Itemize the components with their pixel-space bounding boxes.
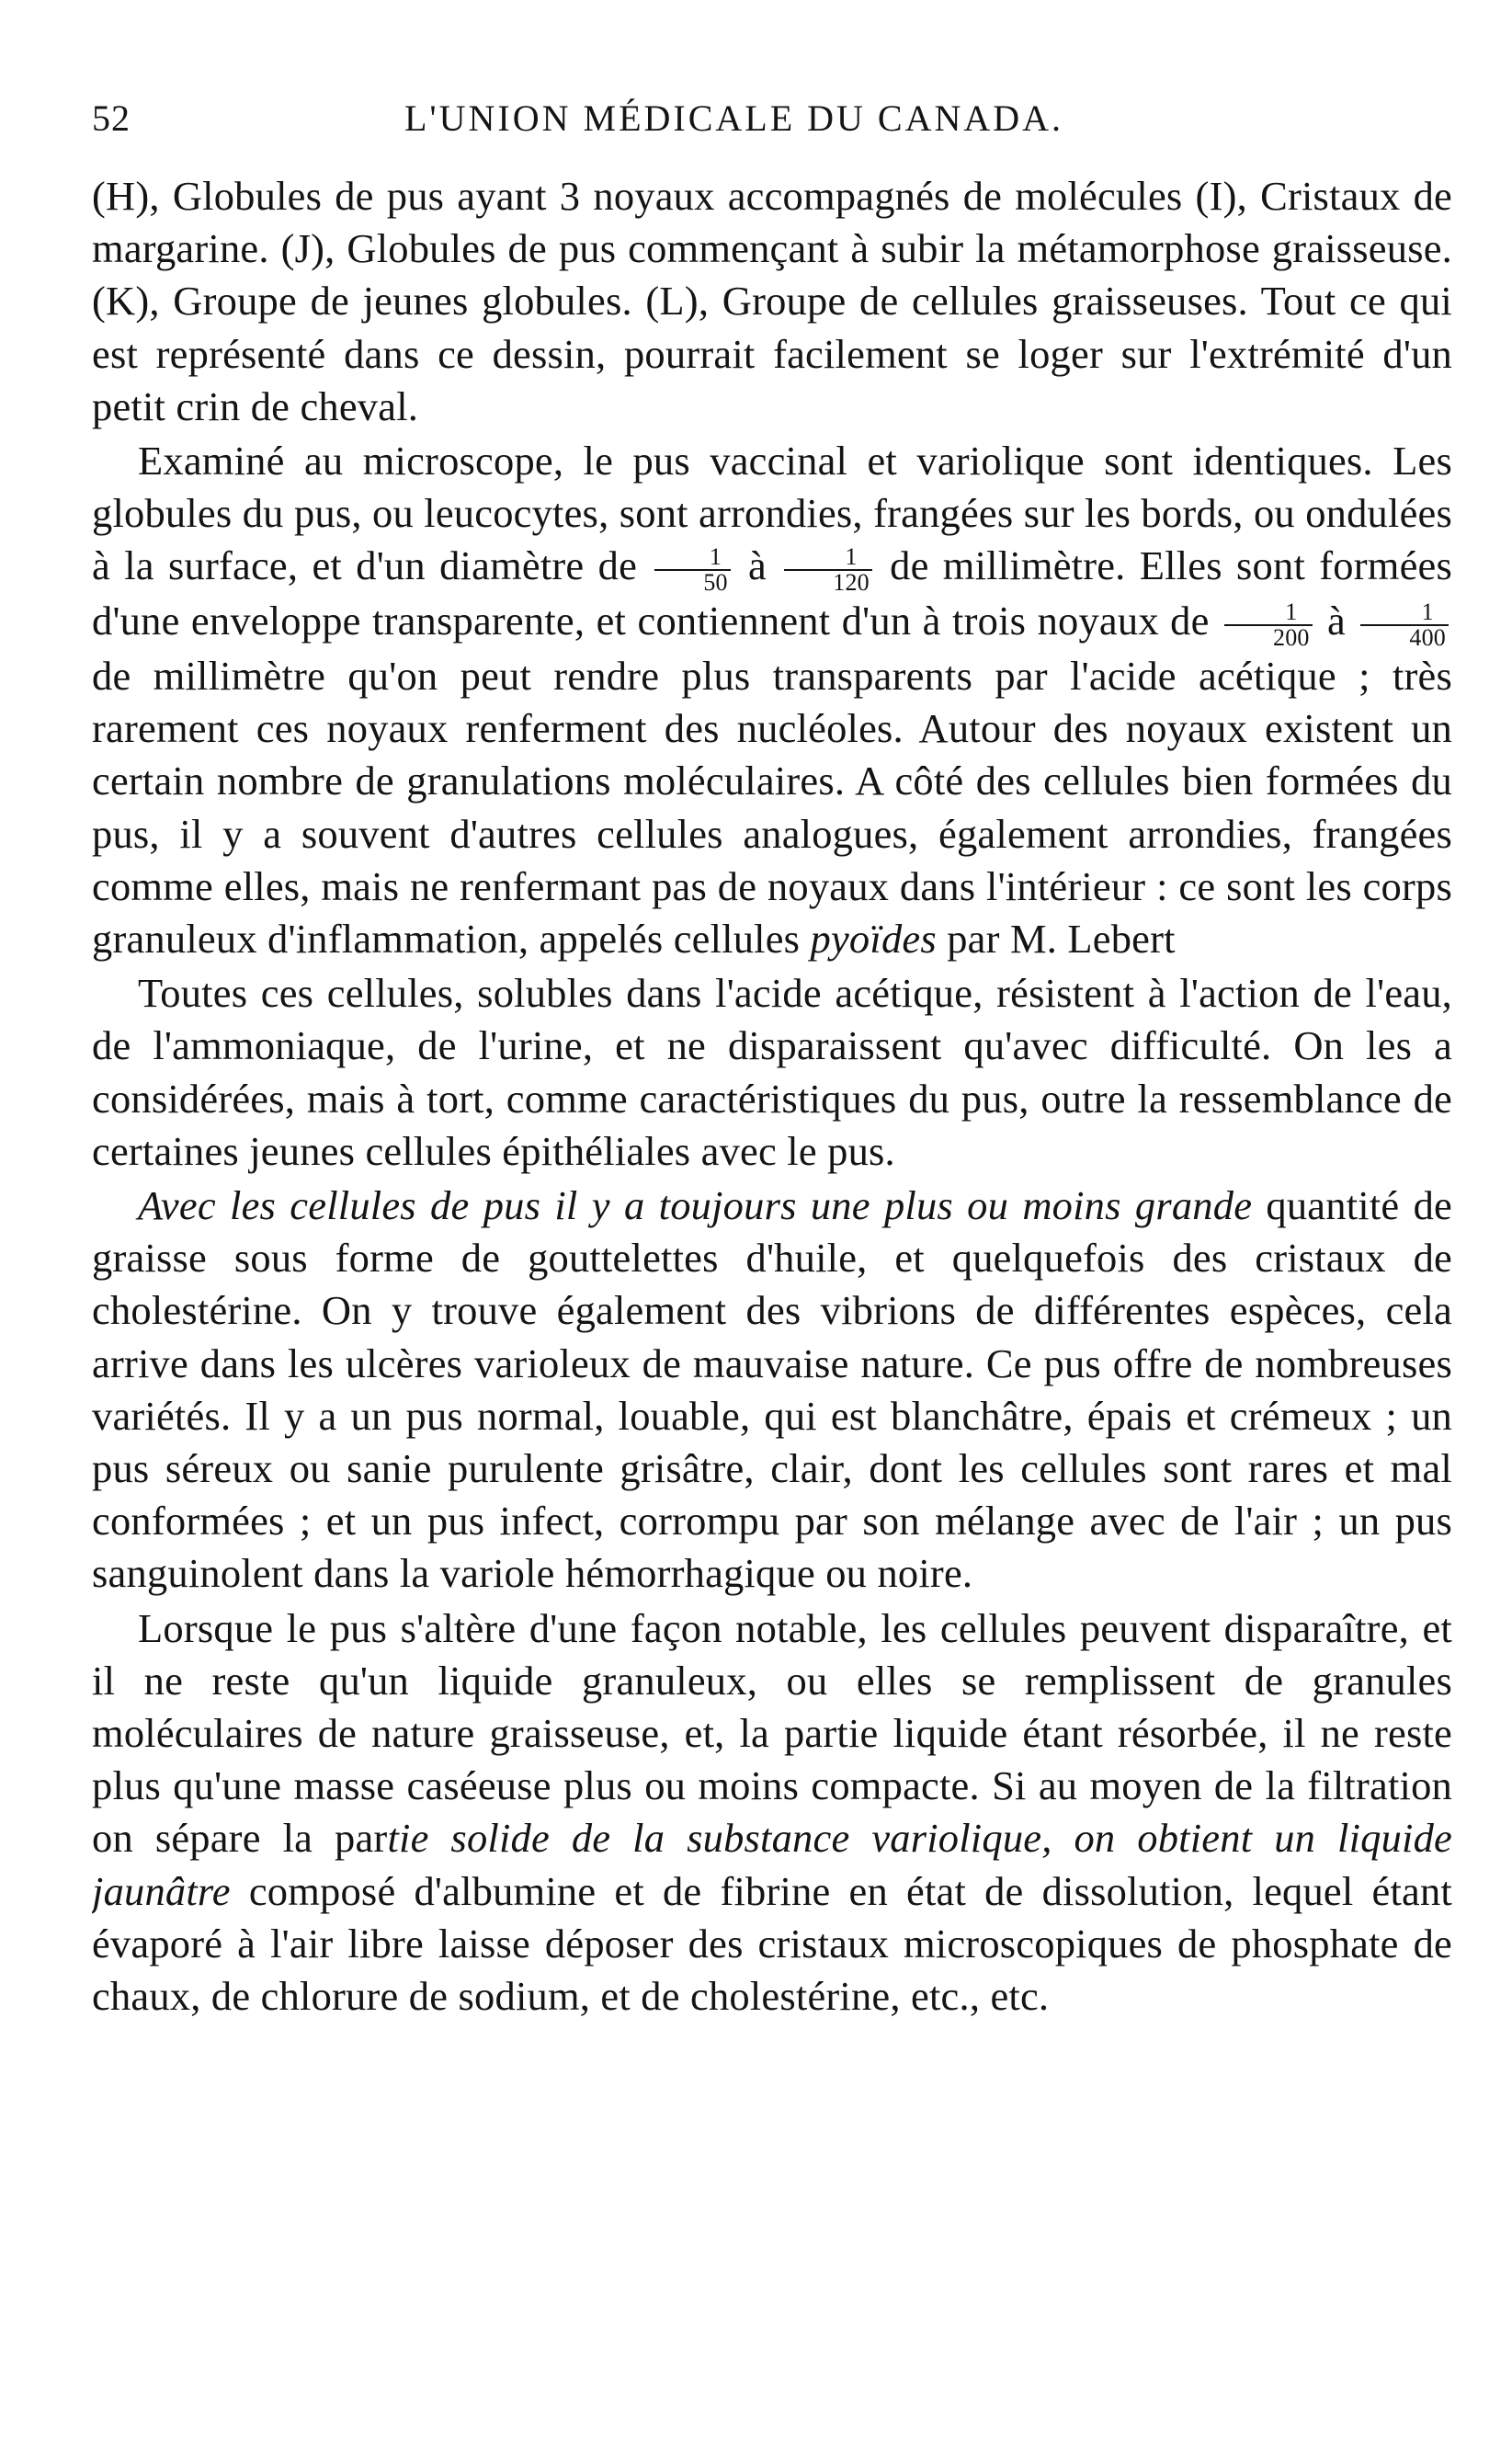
text-run: à bbox=[733, 542, 781, 589]
italic-text: pyoïdes bbox=[810, 916, 937, 962]
paragraph bbox=[92, 170, 1452, 433]
text-run: Examiné au microscope, le pus vaccinal et variolique sont identiques. Les globules du pus, ou leucocytes, sont arrondies, frangées sur les bords, ou ondulées à la surface, et d'un diamètre de bbox=[92, 438, 1452, 589]
text-run: (H), Globules de pus ayant 3 noyaux accompagnés de molécules (I), Cristaux de margarine. (J), Globules de pus commençant à subir la métamorphose graisseuse. (K), Groupe de jeunes globules. (L), Groupe de cellules graisseuses. Tout ce qui est représenté dans ce dessin, pourrait facilement se loger sur l'extrémité d'un petit crin de cheval. bbox=[92, 173, 1452, 429]
paragraph bbox=[92, 967, 1452, 1178]
fraction-numerator: 1 bbox=[654, 545, 730, 571]
text-run: Lorsque le pus s'altère d'une façon notable, les cellules peuvent disparaître, et il ne reste qu'un liquide granuleux, ou elles se remplissent de granules moléculaires de nature graisseuse, et, la partie liquide étant résorbée, il ne reste plus qu'une masse caséeuse plus ou moins compacte. Si au moyen de la filtration on sépare la par bbox=[92, 1604, 1452, 1862]
body-text bbox=[92, 170, 1452, 2023]
paragraph bbox=[92, 1602, 1452, 2024]
text-run: à bbox=[1315, 598, 1358, 644]
text-run: par M. Lebert bbox=[936, 916, 1176, 962]
fraction bbox=[1224, 600, 1313, 650]
fraction-numerator: 1 bbox=[1360, 600, 1449, 626]
text-run: de millimètre. Elles sont formées d'une enveloppe transparente, et contiennent d'un à trois noyaux de bbox=[92, 542, 1452, 644]
fraction-denominator: 50 bbox=[703, 569, 728, 597]
fraction bbox=[784, 545, 872, 595]
fraction bbox=[654, 545, 730, 595]
paragraph bbox=[92, 435, 1452, 965]
fraction-denominator: 400 bbox=[1409, 623, 1446, 651]
paragraph bbox=[92, 1180, 1452, 1601]
italic-text: tie solide de la substance variolique, on obtient un liquide jaunâtre bbox=[92, 1815, 1452, 1914]
fraction-denominator: 120 bbox=[833, 569, 870, 597]
fraction-numerator: 1 bbox=[1224, 600, 1313, 626]
text-run: Toutes ces cellules, solubles dans l'acide acétique, résistent à l'action de l'eau, de l'ammoniaque, de l'urine, et ne disparaissent qu'avec difficulté. On les a considérées, mais à tort, comme caractéristiques du pus, outre la ressemblance de certaines jeunes cellules épithéliales avec le pus. bbox=[92, 970, 1452, 1174]
text-run: composé d'albumine et de fibrine en état de dissolution, lequel étant évaporé à l'air libre laisse déposer des cristaux microscopiques de phosphate de chaux, de chlorure de sodium, et de cholestérine, etc., etc. bbox=[92, 1867, 1452, 2020]
text-run: quantité de graisse sous forme de gouttelettes d'huile, et quelquefois des cristaux de cholestérine. On y trouve également des vibrions de différentes espèces, cela arrive dans les ulcères varioleux de mauvaise nature. Ce pus offre de nombreuses variétés. Il y a un pus normal, louable, qui est blanchâtre, épais et crémeux ; un pus séreux ou sanie purulente grisâtre, clair, dont les cellules sont rares et mal conformées ; et un pus infect, corrompu par son mélange avec de l'air ; un pus sanguinolent dans la variole hémorrhagique ou noire. bbox=[92, 1182, 1452, 1597]
fraction-numerator: 1 bbox=[784, 545, 872, 571]
fraction-denominator: 200 bbox=[1273, 623, 1310, 651]
page-number: 52 bbox=[92, 97, 131, 139]
fraction bbox=[1360, 600, 1449, 650]
document-page bbox=[92, 97, 1452, 2413]
text-run: de millimètre qu'on peut rendre plus transparents par l'acide acétique ; très rarement ces noyaux renferment des nucléoles. Autour des noyaux existent un certain nombre de granulations moléculaires. A côté des cellules bien formées du pus, il y a souvent d'autres cellules analogues, également arrondies, frangées comme elles, mais ne renfermant pas de noyaux dans l'intérieur : ce sont les corps granuleux d'inflammation, appelés cellules bbox=[92, 652, 1452, 962]
italic-text: Avec les cellules de pus il y a toujours une plus ou moins grande bbox=[138, 1182, 1253, 1229]
running-title: L'UNION MÉDICALE DU CANADA. bbox=[404, 97, 1064, 139]
page-header bbox=[92, 97, 1452, 170]
